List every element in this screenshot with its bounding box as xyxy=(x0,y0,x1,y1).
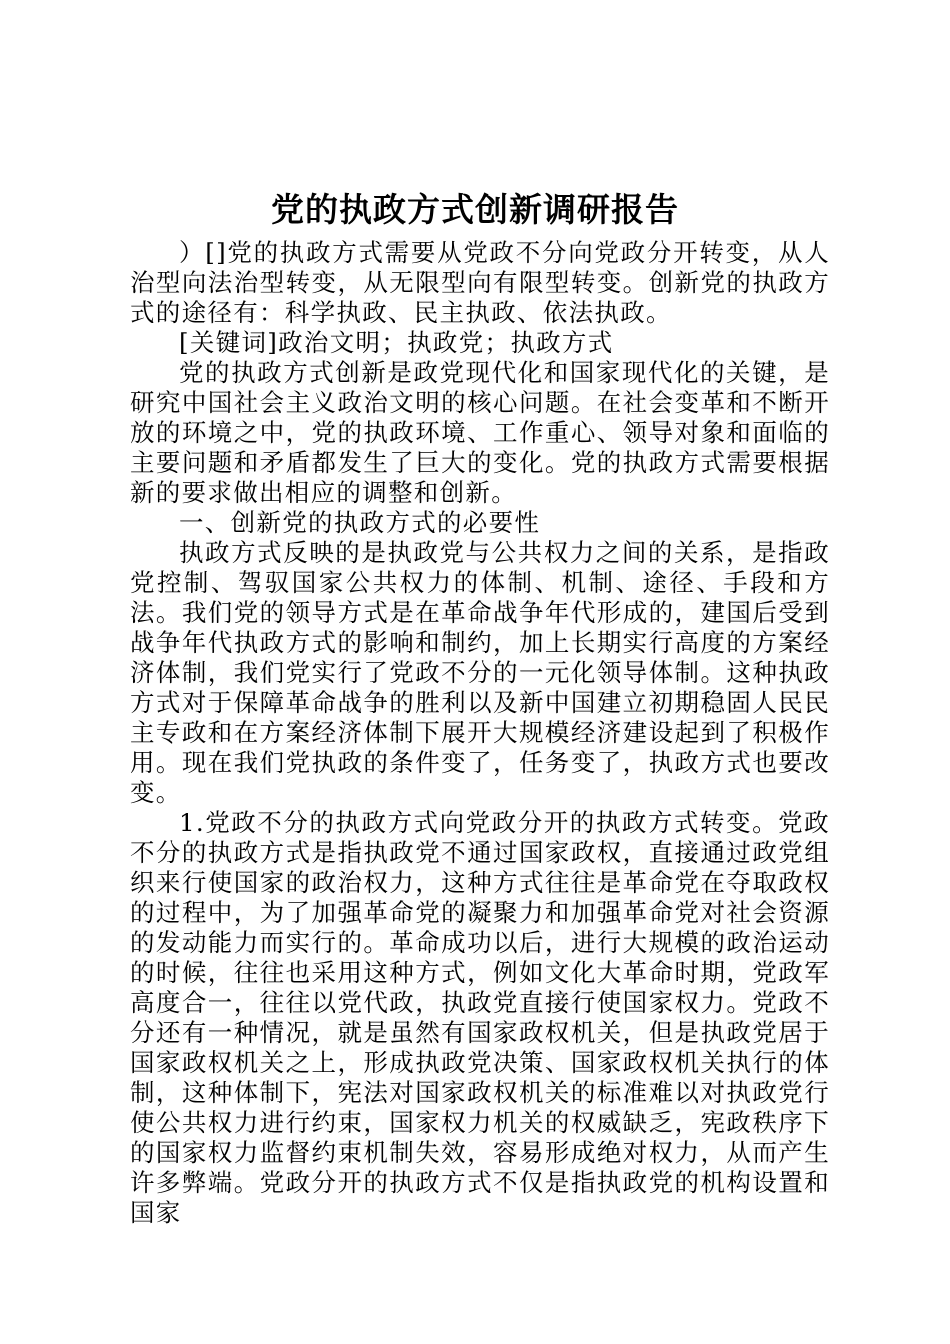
body-paragraph: 1.党政不分的执政方式向党政分开的执政方式转变。党政不分的执政方式是指执政党不通过国家政权，直接通过政党组织来行使国家的政治权力，这种方式往往是革命党在夺取政权的过程中，为了加强革命党的凝聚力和加强革命党对社会资源的发动能力而实行的。革命成功以后，进行大规模的政治运动的时候，往往也采用这种方式，例如文化大革命时期，党政军高度合一，往往以党代政，执政党直接行使国家权力。党政不分还有一种情况，就是虽然有国家政权机关，但是执政党居于国家政权机关之上，形成执政党决策、国家政权机关执行的体制，这种体制下，宪法对国家政权机关的标准难以对执政党行使公共权力进行约束，国家权力机关的权威缺乏，宪政秩序下的国家权力监督约束机制失效，容易形成绝对权力，从而产生许多弊端。党政分开的执政方式不仅是指执政党的机构设置和国家 xyxy=(130,808,830,1227)
document-title: 党的执政方式创新调研报告 xyxy=(271,190,679,229)
keywords-paragraph: [关键词]政治文明；执政党；执政方式 xyxy=(179,328,614,357)
abstract-paragraph: ）[]党的执政方式需要从党政不分向党政分开转变，从人治型向法治型转变，从无限型向有限型转变。创新党的执政方式的途径有：科学执政、民主执政、依法执政。 xyxy=(130,238,830,327)
intro-paragraph: 党的执政方式创新是政党现代化和国家现代化的关键，是研究中国社会主义政治文明的核心问题。在社会变革和不断开放的环境之中，党的执政环境、工作重心、领导对象和面临的主要问题和矛盾都发生了巨大的变化。党的执政方式需要根据新的要求做出相应的调整和创新。 xyxy=(130,358,830,507)
body-paragraph: 执政方式反映的是执政党与公共权力之间的关系，是指政党控制、驾驭国家公共权力的体制、机制、途径、手段和方法。我们党的领导方式是在革命战争年代形成的，建国后受到战争年代执政方式的影响和制约，加上长期实行高度的方案经济体制，我们党实行了党政不分的一元化领导体制。这种执政方式对于保障革命战争的胜利以及新中国建立初期稳固人民民主专政和在方案经济体制下展开大规模经济建设起到了积极作用。现在我们党执政的条件变了，任务变了，执政方式也要改变。 xyxy=(130,538,830,807)
section-heading: 一、创新党的执政方式的必要性 xyxy=(179,508,541,537)
document-body xyxy=(130,238,830,1228)
